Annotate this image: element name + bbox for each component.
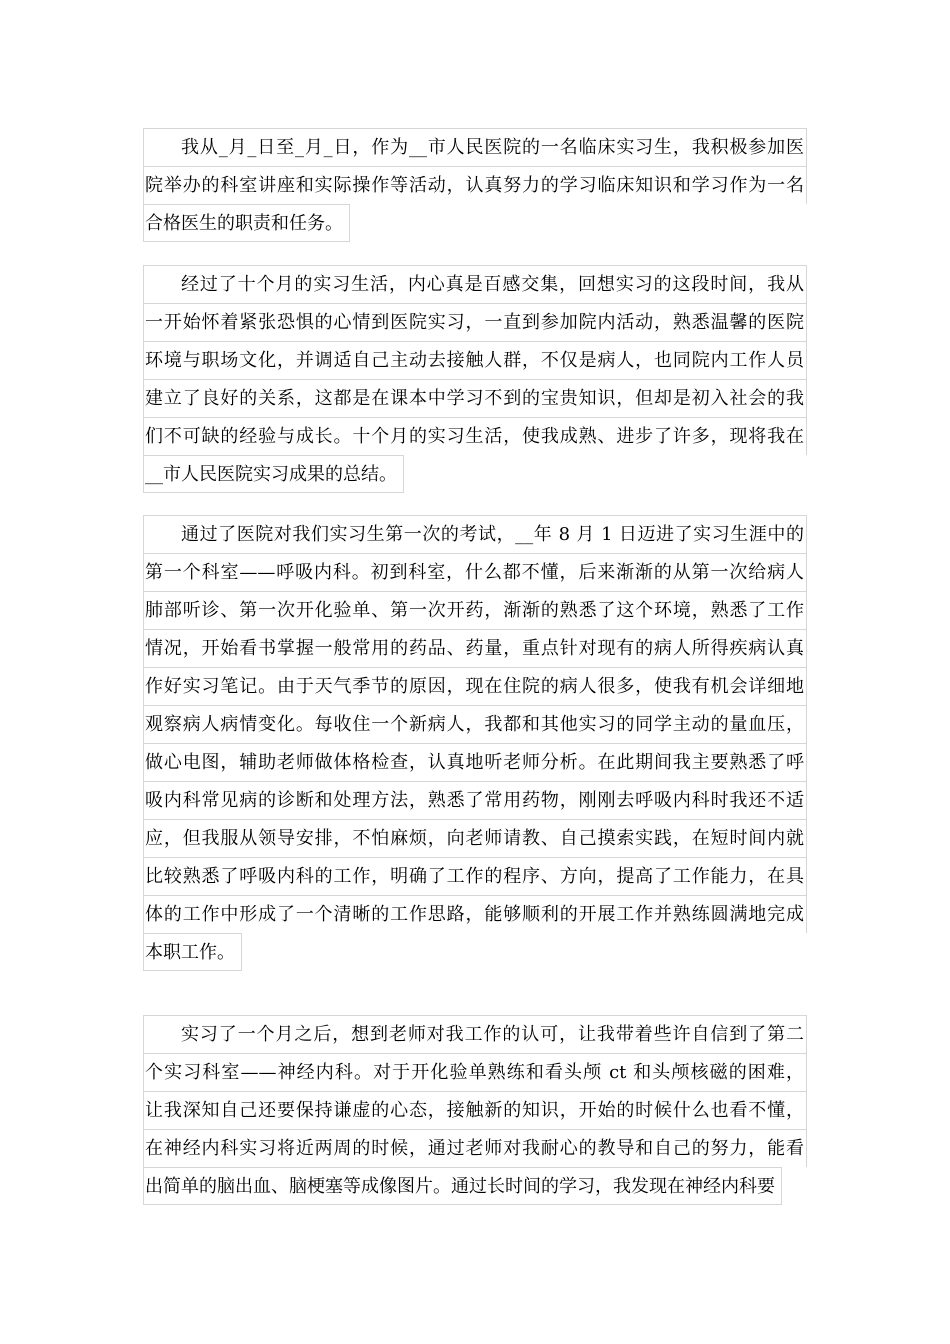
text-line-content: 第一个科室——呼吸内科。初到科室，什么都不懂，后来渐渐的从第一次给病人 <box>145 562 804 583</box>
text-line-content: 个实习科室——神经内科。对于开化验单熟练和看头颅 ct 和头颅核磁的困难， <box>145 1062 804 1083</box>
text-line <box>143 128 807 166</box>
text-line <box>143 303 807 341</box>
text-line-content: 经过了十个月的实习生活，内心真是百感交集，回想实习的这段时间，我从 <box>181 274 804 295</box>
text-line <box>143 629 807 667</box>
text-line <box>143 591 807 629</box>
text-line-content: __市人民医院实习成果的总结。 <box>145 464 397 485</box>
text-line-content: 们不可缺的经验与成长。十个月的实习生活，使我成熟、进步了许多，现将我在 <box>145 426 804 447</box>
text-line <box>143 455 404 493</box>
text-line <box>143 667 807 705</box>
text-line-content: 作好实习笔记。由于天气季节的原因，现在住院的病人很多，使我有机会详细地 <box>145 676 804 697</box>
text-line <box>143 265 807 303</box>
text-line <box>143 417 807 455</box>
text-line-content: 合格医生的职责和任务。 <box>145 213 343 234</box>
text-line-content: 应，但我服从领导安排，不怕麻烦，向老师请教、自己摸索实践，在短时间内就 <box>145 828 804 849</box>
text-line <box>143 379 807 417</box>
paragraph-1 <box>143 128 807 247</box>
text-line <box>143 1015 807 1053</box>
text-line-content: 吸内科常见病的诊断和处理方法，熟悉了常用药物，刚刚去呼吸内科时我还不适 <box>145 790 804 811</box>
text-line-content: 院举办的科室讲座和实际操作等活动，认真努力的学习临床知识和学习作为一名 <box>145 175 804 196</box>
text-line-content: 建立了良好的关系，这都是在课本中学习不到的宝贵知识，但却是初入社会的我 <box>145 388 804 409</box>
text-line <box>143 743 807 781</box>
text-line-content: 一开始怀着紧张恐惧的心情到医院实习，一直到参加院内活动，熟悉温馨的医院 <box>145 312 804 333</box>
text-line-content: 做心电图，辅助老师做体格检查，认真地听老师分析。在此期间我主要熟悉了呼 <box>145 752 804 773</box>
text-line <box>143 1053 807 1091</box>
text-line-content: 通过了医院对我们实习生第一次的考试，__年 8 月 1 日迈进了实习生涯中的 <box>181 524 804 545</box>
text-line <box>143 1129 807 1167</box>
text-line-content: 出简单的脑出血、脑梗塞等成像图片。通过长时间的学习，我发现在神经内科要 <box>145 1176 775 1197</box>
text-line-content: 体的工作中形成了一个清晰的工作思路，能够顺利的开展工作并熟练圆满地完成 <box>145 904 804 925</box>
text-line <box>143 819 807 857</box>
text-line <box>143 895 807 933</box>
text-line <box>143 1167 782 1205</box>
text-line <box>143 857 807 895</box>
text-line <box>143 933 242 971</box>
text-line <box>143 705 807 743</box>
text-line <box>143 204 350 242</box>
text-line-content: 环境与职场文化，并调适自己主动去接触人群，不仅是病人，也同院内工作人员 <box>145 350 804 371</box>
text-line <box>143 341 807 379</box>
text-line-content: 肺部听诊、第一次开化验单、第一次开药，渐渐的熟悉了这个环境，熟悉了工作 <box>145 600 804 621</box>
text-line-content: 让我深知自己还要保持谦虚的心态，接触新的知识，开始的时候什么也看不懂， <box>145 1100 804 1121</box>
text-line <box>143 1091 807 1129</box>
paragraph-2 <box>143 265 807 498</box>
text-line-content: 比较熟悉了呼吸内科的工作，明确了工作的程序、方向，提高了工作能力，在具 <box>145 866 804 887</box>
text-line-content: 情况，开始看书掌握一般常用的药品、药量，重点针对现有的病人所得疾病认真 <box>145 638 804 659</box>
text-line <box>143 553 807 591</box>
text-line <box>143 515 807 553</box>
text-line-content: 本职工作。 <box>145 942 235 963</box>
paragraph-3 <box>143 515 807 976</box>
text-line-content: 观察病人病情变化。每收住一个新病人，我都和其他实习的同学主动的量血压， <box>145 714 804 735</box>
text-line-content: 实习了一个月之后，想到老师对我工作的认可，让我带着些许自信到了第二 <box>181 1024 804 1045</box>
text-line-content: 我从_月_日至_月_日，作为__市人民医院的一名临床实习生，我积极参加医 <box>181 137 804 158</box>
paragraph-4 <box>143 1015 807 1210</box>
text-line <box>143 781 807 819</box>
text-line <box>143 166 807 204</box>
text-line-content: 在神经内科实习将近两周的时候，通过老师对我耐心的教导和自己的努力，能看 <box>145 1138 804 1159</box>
